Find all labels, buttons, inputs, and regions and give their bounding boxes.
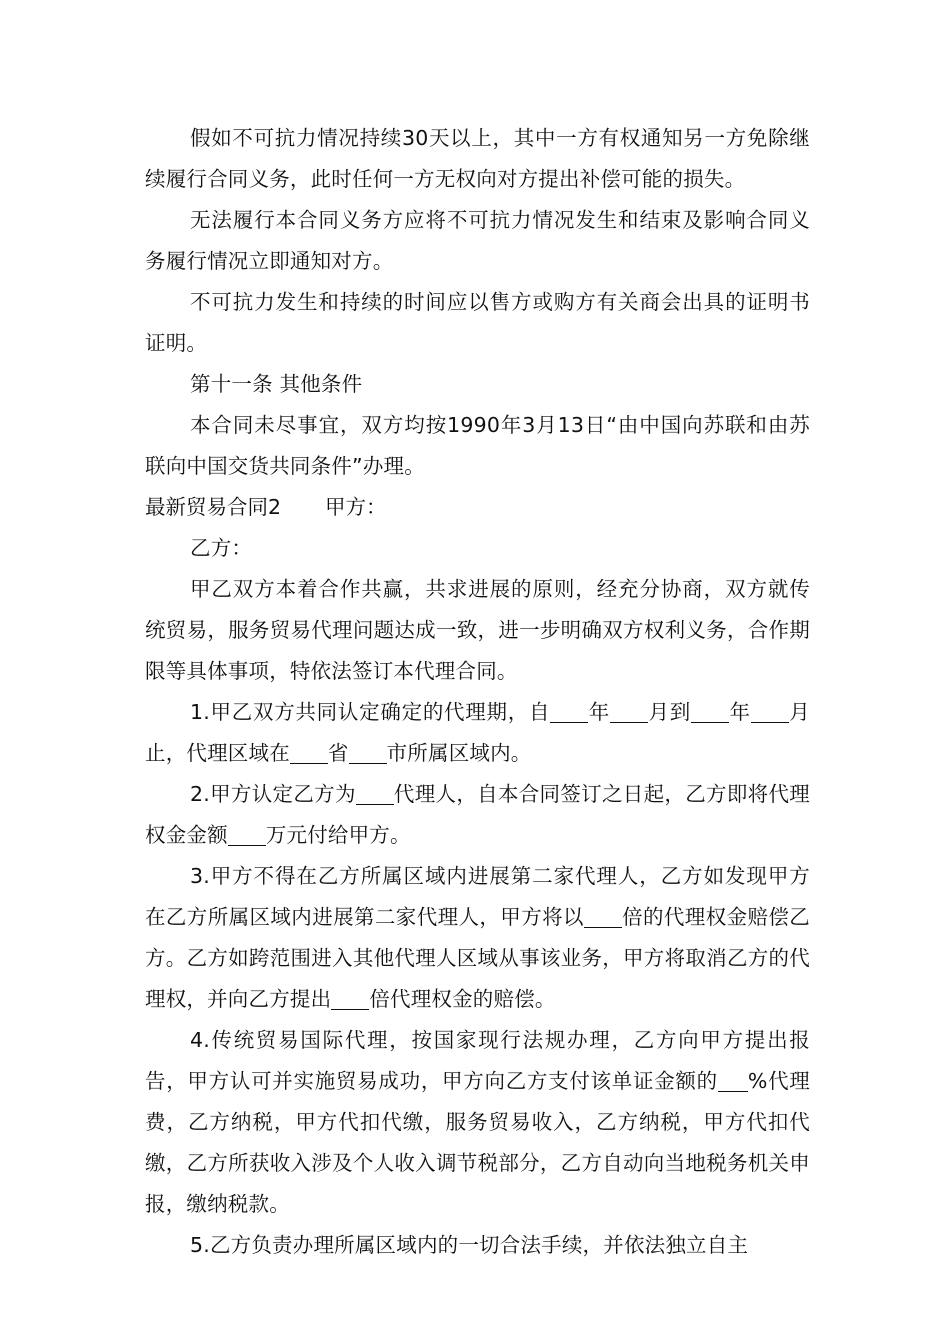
paragraph-preamble: 甲乙双方本着合作共赢，共求进展的原则，经充分协商，双方就传统贸易，服务贸易代理问题达成一致，进一步明确双方权利义务，合作期限等具体事项，特依法签订本代理合同。 [145,577,810,683]
blank-field [550,698,588,723]
contract-title: 最新贸易合同2 [145,495,282,519]
paragraph-notify-other-party: 无法履行本合同义务方应将不可抗力情况发生和结束及影响合同义务履行情况立即通知对方。 [145,208,810,273]
blank-field [356,780,394,805]
blank-field [610,698,648,723]
blank-field [584,903,622,928]
paragraph-chamber-certificate: 不可抗力发生和持续的时间应以售方或购方有关商会出具的证明书证明。 [145,290,810,355]
blank-field [331,985,369,1010]
paragraph-common-conditions: 本合同未尽事宜，双方均按1990年3月13日“由中国向苏联和由苏联向中国交货共同条件”办理。 [145,413,810,478]
clause-4-traditional-trade: 4.传统贸易国际代理，按国家现行法规办理，乙方向甲方提出报告，甲方认可并实施贸易成功，甲方向乙方支付该单证金额的 %代理费，乙方纳税，甲方代扣代缴，服务贸易收入，乙方纳税，甲方代扣代缴，乙方所获收入涉及个人收入调节税部分，乙方自动向当地税务机关申报，缴纳税款。 [145,1028,810,1216]
blank-field [349,739,387,764]
blank-field [228,821,266,846]
clause-2-agency-fee: 2.甲方认定乙方为 代理人，自本合同签订之日起，乙方即将代理权金金额 万元付给甲方。 [145,782,811,847]
clause-5-legal-procedures: 5.乙方负责办理所属区域内的一切合法手续，并依法独立自主 [190,1233,749,1257]
blank-field [290,739,328,764]
document-body [145,118,810,1266]
party-a-label: 甲方： [325,495,387,519]
article-eleven-heading: 第十一条 其他条件 [190,372,363,396]
party-b-label: 乙方： [190,536,253,560]
clause-1-agency-period: 1.甲乙双方共同认定确定的代理期，自 年 月到 年 月止，代理区域在 省 市所属区域内。 [145,700,810,765]
paragraph-force-majeure-30-days: 假如不可抗力情况持续30天以上，其中一方有权通知另一方免除继续履行合同义务，此时任何一方无权向对方提出补偿可能的损失。 [145,126,810,191]
clause-3-exclusivity: 3.甲方不得在乙方所属区域内进展第二家代理人，乙方如发现甲方在乙方所属区域内进展第二家代理人，甲方将以 倍的代理权金赔偿乙方。乙方如跨范围进入其他代理人区域从事该业务，甲方将取消乙方的代理权，并向乙方提出 倍代理权金的赔偿。 [145,864,810,1011]
blank-field [751,698,789,723]
contract-title-line [145,487,810,528]
blank-field [691,698,729,723]
blank-field [718,1067,748,1092]
